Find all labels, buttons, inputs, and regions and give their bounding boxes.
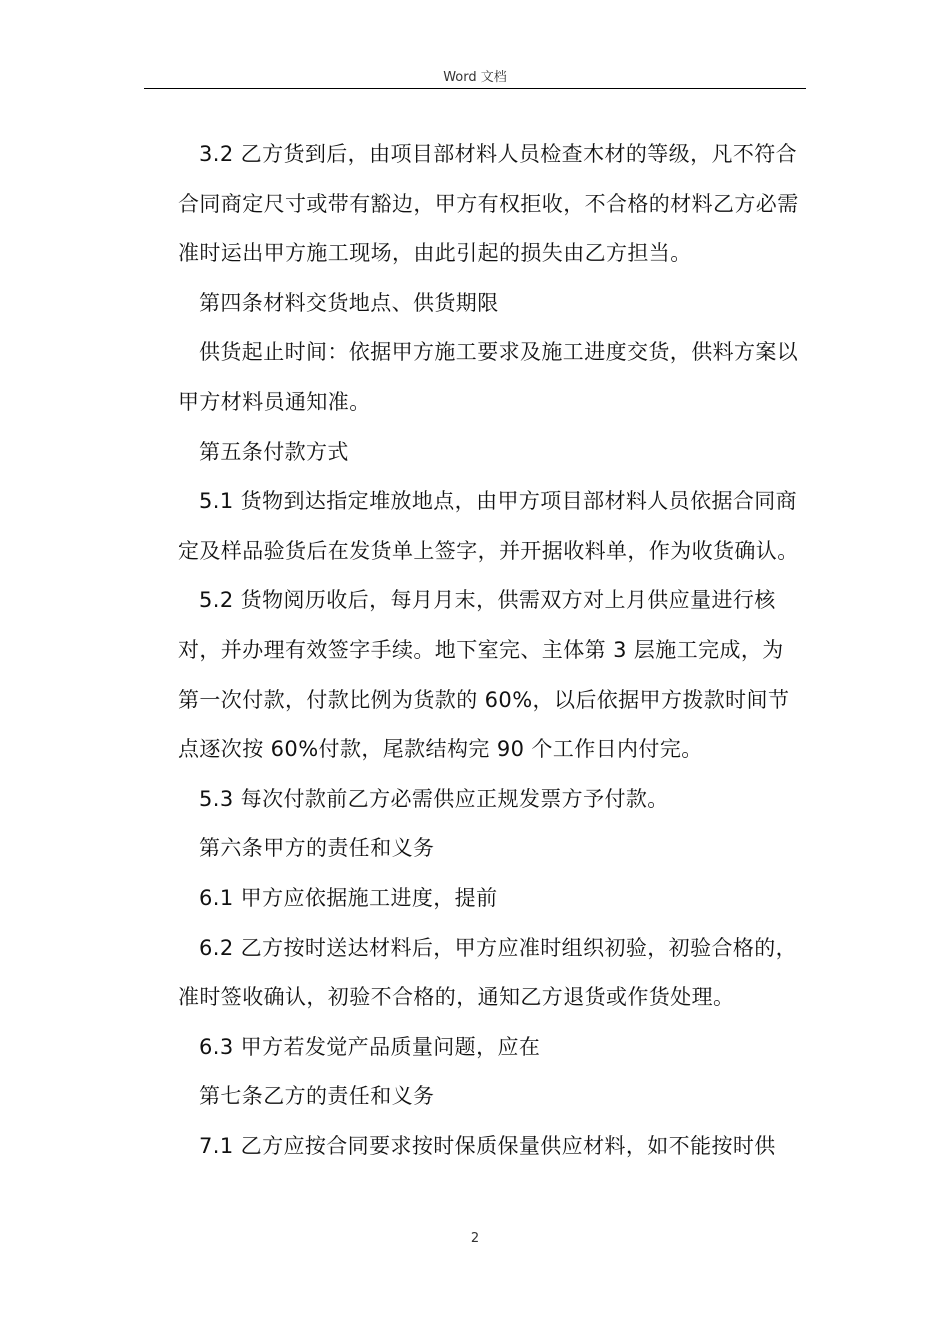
heading-article-4: 第四条材料交货地点、供货期限 <box>199 290 499 315</box>
heading-article-5: 第五条付款方式 <box>199 439 349 464</box>
page-number: 2 <box>470 1231 480 1246</box>
paragraph-supply-period: 供货起止时间：依据甲方施工要求及施工进度交货，供料方案以甲方材料员通知准。 <box>178 340 799 414</box>
paragraph-5-2: 5.2 货物阅历收后，每月月末，供需双方对上月供应量进行核对，并办理有效签字手续。地下室完、主体第 3 层施工完成，为第一次付款，付款比例为货款的 60%，以后依据甲方拨款时间节点逐次按 60%付款，尾款结构完 90 个工作日内付完。 <box>178 588 790 762</box>
heading-article-7: 第七条乙方的责任和义务 <box>199 1084 435 1109</box>
paragraph-6-3: 6.3 甲方若发觉产品质量问题，应在 <box>199 1034 541 1059</box>
paragraph-5-3: 5.3 每次付款前乙方必需供应正规发票方予付款。 <box>199 786 669 811</box>
document-body <box>178 130 802 1171</box>
paragraph-5-1: 5.1 货物到达指定堆放地点，由甲方项目部材料人员依据合同商定及样品验货后在发货单上签字，并开据收料单，作为收货确认。 <box>178 489 799 563</box>
page-header: Word 文档 <box>443 70 507 85</box>
paragraph-6-2: 6.2 乙方按时送达材料后，甲方应准时组织初验，初验合格的，准时签收确认，初验不合格的，通知乙方退货或作货处理。 <box>178 935 798 1010</box>
paragraph-7-1: 7.1 乙方应按合同要求按时保质保量供应材料，如不能按时供 <box>199 1133 776 1158</box>
paragraph-3-2: 3.2 乙方货到后，由项目部材料人员检查木材的等级，凡不符合合同商定尺寸或带有豁边，甲方有权拒收，不合格的材料乙方必需准时运出甲方施工现场，由此引起的损失由乙方担当。 <box>178 142 799 266</box>
paragraph-6-1: 6.1 甲方应依据施工进度，提前 <box>199 885 498 910</box>
heading-article-6: 第六条甲方的责任和义务 <box>199 836 435 861</box>
header-divider <box>144 88 806 89</box>
